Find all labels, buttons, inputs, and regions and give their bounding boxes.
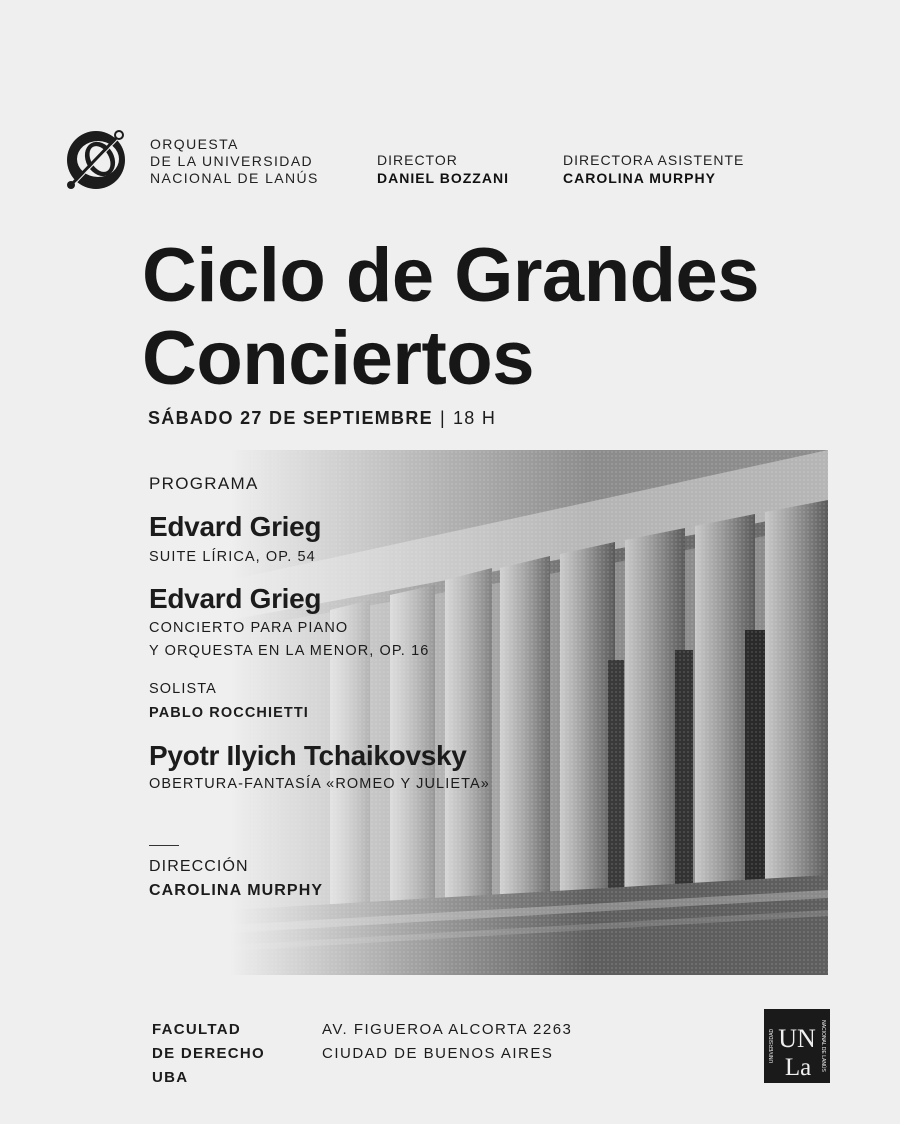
soloist-label: SOLISTA xyxy=(149,681,217,697)
conductor-label: DIRECCIÓN xyxy=(149,858,249,875)
date-time-separator: | xyxy=(439,408,446,428)
assistant-director-credit xyxy=(563,151,744,187)
venue-name-line: FACULTAD xyxy=(152,1021,241,1038)
work-title: SUITE LÍRICA, OP. 54 xyxy=(149,549,316,565)
programme-label: PROGRAMA xyxy=(149,474,259,493)
work-title: OBERTURA-FANTASÍA «ROMEO Y JULIETA» xyxy=(149,776,490,792)
conductor-name: CAROLINA MURPHY xyxy=(149,882,324,899)
divider xyxy=(149,845,179,846)
venue-name-line: UBA xyxy=(152,1069,189,1086)
address-line: AV. FIGUEROA ALCORTA 2263 xyxy=(322,1021,573,1038)
venue-address xyxy=(322,1018,572,1066)
concert-series-title xyxy=(142,234,759,400)
unla-logo-mark-bottom: La xyxy=(784,1054,812,1081)
orchestra-name-line: DE LA UNIVERSIDAD xyxy=(150,153,314,169)
orchestra-circle-logo-icon xyxy=(62,126,130,194)
unla-logo-mark-top: UN xyxy=(778,1024,816,1053)
orchestra-name xyxy=(150,136,319,187)
assistant-director-role: DIRECTORA ASISTENTE xyxy=(563,152,745,168)
address-line: CIUDAD DE BUENOS AIRES xyxy=(322,1045,554,1062)
orchestra-name-line: ORQUESTA xyxy=(150,136,239,152)
title-line: Conciertos xyxy=(142,316,534,401)
director-credit xyxy=(377,151,509,187)
director-name: DANIEL BOZZANI xyxy=(377,170,509,186)
soloist-name: PABLO ROCCHIETTI xyxy=(149,705,309,721)
director-role: DIRECTOR xyxy=(377,152,458,168)
event-date-time xyxy=(148,408,496,429)
unla-logo-text-right: NACIONAL DE LANÚS xyxy=(820,1020,826,1072)
assistant-director-name: CAROLINA MURPHY xyxy=(563,170,716,186)
unla-logo-text-left: UNIVERSIDAD xyxy=(769,1028,775,1064)
composer-name: Edvard Grieg xyxy=(149,583,322,614)
venue-name xyxy=(152,1018,265,1090)
unla-university-logo-icon xyxy=(764,1009,830,1083)
venue-name-line: DE DERECHO xyxy=(152,1045,266,1062)
orchestra-name-line: NACIONAL DE LANÚS xyxy=(150,170,319,186)
composer-name: Pyotr Ilyich Tchaikovsky xyxy=(149,740,467,771)
title-line: Ciclo de Grandes xyxy=(142,233,760,318)
event-time: 18 H xyxy=(452,408,497,428)
work-title: Y ORQUESTA EN LA MENOR, OP. 16 xyxy=(149,643,430,659)
work-title: CONCIERTO PARA PIANO xyxy=(149,620,349,636)
composer-name: Edvard Grieg xyxy=(149,511,322,542)
event-date: SÁBADO 27 DE SEPTIEMBRE xyxy=(148,408,433,428)
